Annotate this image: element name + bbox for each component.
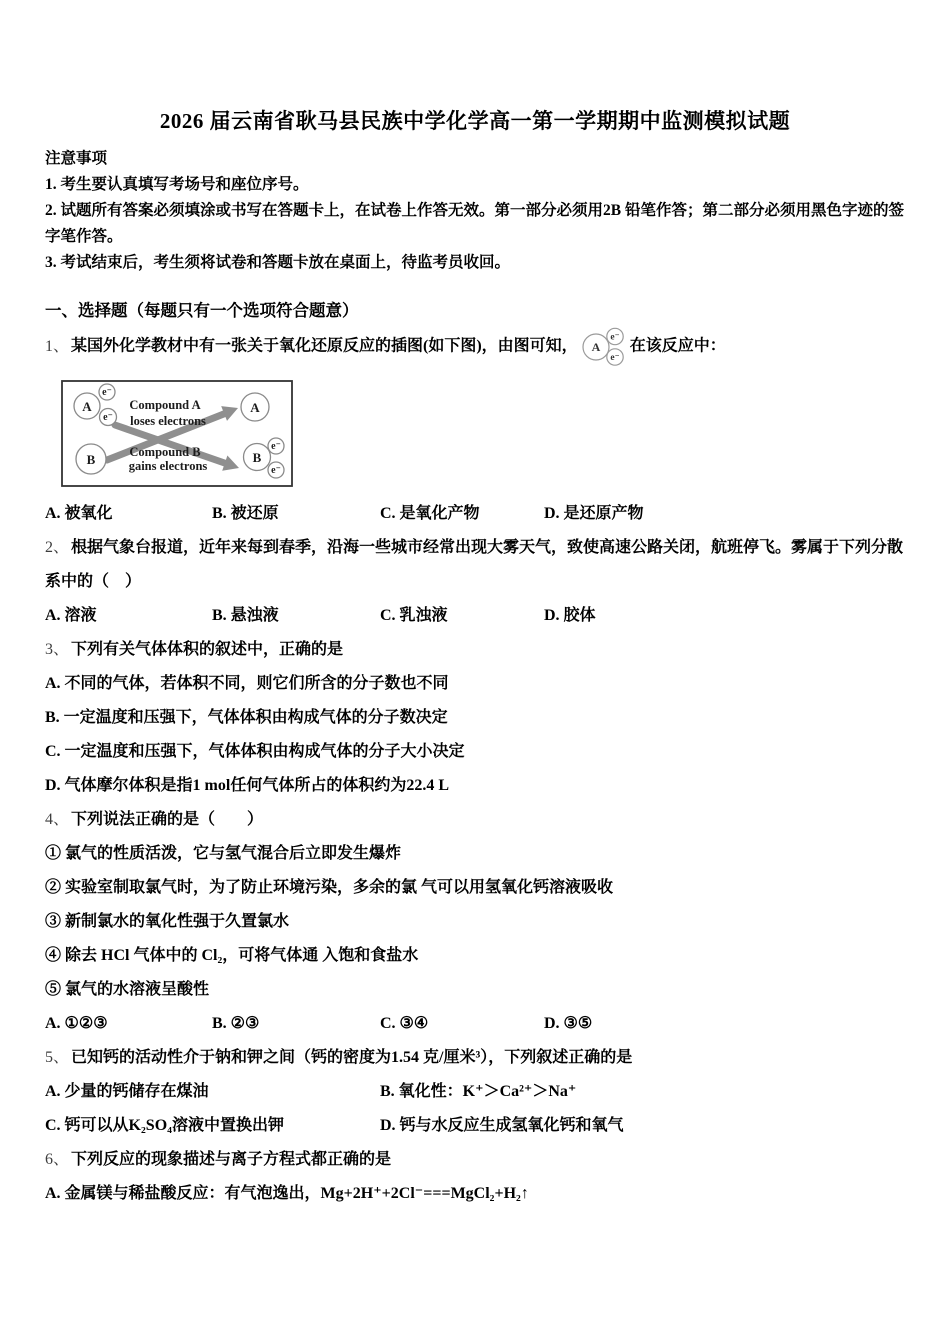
electron-label: e⁻ [271, 465, 281, 476]
label-b-left: B [86, 452, 96, 467]
atom-a-label: A [591, 340, 601, 354]
question-6 [45, 1143, 905, 1211]
electron-label: e⁻ [610, 332, 620, 343]
q3-option-c: C. 一定温度和压强下，气体体积由构成气体的分子大小决定 [45, 743, 465, 760]
q2-stem-text: 根据气象台报道，近年来每到春季，沿海一些城市经常出现大雾天气，致使高速公路关闭，航班停飞。雾属于下列分散系中的（ ） [45, 539, 904, 590]
q4-statement-5: ⑤ 氯气的水溶液呈酸性 [45, 981, 210, 998]
section-heading: 一、选择题（每题只有一个选项符合题意） [45, 301, 359, 320]
page-title: 2026 届云南省耿马县民族中学化学高一第一学期期中监测模拟试题 [159, 109, 791, 133]
notice-heading: 注意事项 [45, 150, 108, 167]
q1-stem-after: 在该反应中： [629, 337, 726, 355]
q2-option-b: B. 悬浊液 [212, 607, 279, 624]
q5-stem-text: 已知钙的活动性介于钠和钾之间（钙的密度为1.54 克/厘米³），下列叙述正确的是 [71, 1049, 633, 1066]
caption-compound-a: Compound A [129, 398, 201, 412]
q2-stem [45, 531, 905, 599]
q1-stem-before: 某国外化学教材中有一张关于氧化还原反应的插图(如下图)，由图可知， [71, 337, 578, 355]
q1-stem [45, 326, 905, 368]
q5-option-b: B. 氧化性：K⁺＞Ca²⁺＞Na⁺ [380, 1083, 577, 1100]
q4-option-d: D. ③⑤ [544, 1015, 593, 1032]
q6-number: 6、 [45, 1151, 70, 1168]
q3-option-a: A. 不同的气体，若体积不同，则它们所含的分子数也不同 [45, 675, 449, 692]
q3-stem-text: 下列有关气体体积的叙述中，正确的是 [71, 641, 344, 658]
q4-statement-2: ② 实验室制取氯气时，为了防止环境污染，多余的氯 气可以用氢氧化钙溶液吸收 [45, 879, 614, 896]
notice-item-1: 1. 考生要认真填写考场号和座位序号。 [45, 176, 309, 193]
q2-option-c: C. 乳浊液 [380, 607, 448, 624]
redox-figure [61, 380, 905, 487]
q2-number: 2、 [45, 539, 70, 556]
label-b-right: B [252, 450, 262, 465]
q3-stem [45, 633, 905, 667]
q3-number: 3、 [45, 641, 70, 658]
q5-options-row-2 [45, 1109, 905, 1143]
redox-diagram [61, 380, 293, 487]
q4-option-c: C. ③④ [380, 1015, 429, 1032]
question-1 [45, 326, 905, 531]
q1-option-c: C. 是氧化产物 [380, 505, 480, 522]
electron-label: e⁻ [103, 412, 113, 423]
q4-stem-text: 下列说法正确的是（ ） [71, 811, 264, 828]
question-3 [45, 633, 905, 803]
q2-option-a: A. 溶液 [45, 607, 97, 624]
q5-options-row-1 [45, 1075, 905, 1109]
notice-item-2: 2. 试题所有答案必须填涂或书写在答题卡上，在试卷上作答无效。第一部分必须用2B 铅笔作答；第二部分必须用黑色字迹的签字笔作答。 [45, 202, 904, 245]
q3-option-b: B. 一定温度和压强下，气体体积由构成气体的分子数决定 [45, 709, 448, 726]
q4-option-a: A. ①②③ [45, 1015, 108, 1032]
q6-stem [45, 1143, 905, 1177]
electron-label: e⁻ [610, 353, 620, 363]
question-2 [45, 531, 905, 633]
q1-option-b: B. 被还原 [212, 505, 279, 522]
question-5 [45, 1041, 905, 1143]
caption-loses-electrons: loses electrons [130, 414, 206, 428]
q5-option-c: C. 钙可以从K₂SO₄溶液中置换出钾 [45, 1117, 284, 1134]
q4-statement-3: ③ 新制氯水的氧化性强于久置氯水 [45, 913, 290, 930]
q5-option-a: A. 少量的钙储存在煤油 [45, 1083, 209, 1100]
q1-options [45, 497, 905, 531]
q4-options [45, 1007, 905, 1041]
caption-gains-electrons: gains electrons [128, 459, 208, 473]
notice-item-3: 3. 考试结束后，考生须将试卷和答题卡放在桌面上，待监考员收回。 [45, 254, 511, 271]
q3-option-d: D. 气体摩尔体积是指1 mol任何气体所占的体积约为22.4 L [45, 777, 450, 794]
q5-stem [45, 1041, 905, 1075]
q6-option-a: A. 金属镁与稀盐酸反应：有气泡逸出，Mg+2H⁺+2Cl⁻===MgCl₂+H₂↑ [45, 1185, 529, 1202]
questions-container [45, 326, 905, 1211]
q6-stem-text: 下列反应的现象描述与离子方程式都正确的是 [71, 1151, 392, 1168]
q4-option-b: B. ②③ [212, 1015, 260, 1032]
atom-a-inline-graphic [580, 326, 628, 368]
label-a-right: A [250, 400, 260, 415]
q4-statement-1: ① 氯气的性质活泼，它与氢气混合后立即发生爆炸 [45, 845, 402, 862]
q1-option-a: A. 被氧化 [45, 505, 113, 522]
q2-options [45, 599, 905, 633]
q1-option-d: D. 是还原产物 [544, 505, 644, 522]
notice-section [45, 146, 905, 276]
q5-number: 5、 [45, 1049, 70, 1066]
q4-statement-4: ④ 除去 HCl 气体中的 Cl₂，可将气体通 入饱和食盐水 [45, 947, 419, 964]
q2-option-d: D. 胶体 [544, 607, 596, 624]
electron-label: e⁻ [102, 387, 112, 398]
label-a-left: A [82, 399, 92, 414]
caption-compound-b: Compound B [129, 445, 201, 459]
q4-stem [45, 803, 905, 837]
question-4 [45, 803, 905, 1041]
q1-number: 1、 [45, 337, 70, 355]
electron-label: e⁻ [271, 441, 281, 452]
q4-number: 4、 [45, 811, 70, 828]
q5-option-d: D. 钙与水反应生成氢氧化钙和氧气 [380, 1117, 624, 1134]
